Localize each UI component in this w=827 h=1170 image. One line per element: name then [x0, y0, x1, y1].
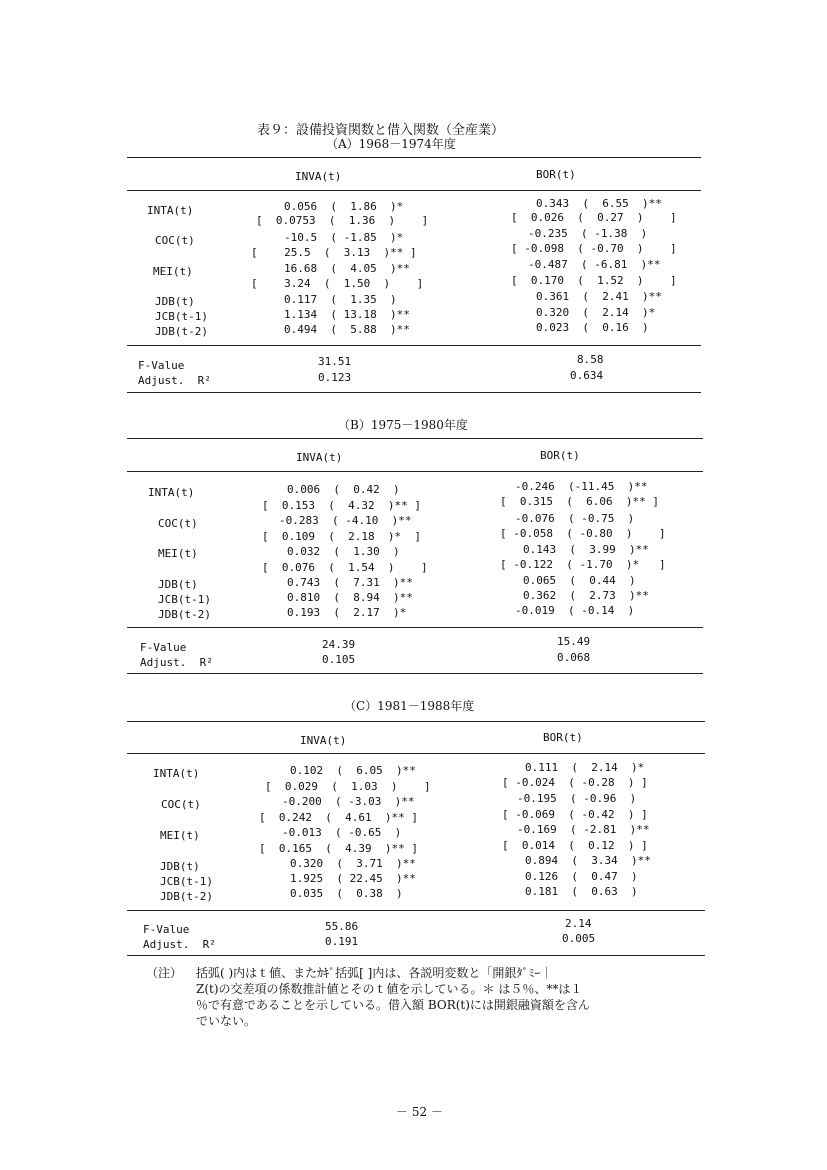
inva-cell: [ 0.242 ( 4.61 )** ] [259, 811, 418, 824]
inva-cell: [ 3.24 ( 1.50 ) ] [251, 277, 424, 290]
inva-cell: -0.283 ( -4.10 )** [279, 514, 412, 527]
bor-cell: [ -0.058 ( -0.80 ) ] [500, 527, 666, 540]
panel-subtitle: （B）1975－1980年度 [338, 418, 468, 432]
bor-cell: [ -0.122 ( -1.70 )* ] [500, 558, 666, 571]
bor-cell: -0.019 ( -0.14 ) [515, 604, 635, 617]
bor-cell: -0.487 ( -6.81 )** [528, 258, 661, 271]
row-label: MEI(t) [160, 829, 200, 842]
panel-subtitle: （A）1968－1974年度 [326, 137, 456, 151]
row-label: COC(t) [161, 798, 201, 811]
rule-header [127, 753, 705, 754]
rule-header [127, 471, 703, 472]
panel-subtitle: （C）1981－1988年度 [344, 699, 475, 713]
bor-cell: 0.362 ( 2.73 )** [523, 589, 649, 602]
adj-r2-label: Adjust. R² [143, 938, 216, 951]
row-label: COC(t) [158, 517, 198, 530]
inva-cell: [ 0.109 ( 2.18 )* ] [262, 530, 421, 543]
row-label: JDB(t) [158, 578, 198, 591]
inva-cell: [ 0.153 ( 4.32 )** ] [262, 499, 421, 512]
rule-bottom [127, 955, 705, 956]
bor-cell: 0.894 ( 3.34 )** [525, 854, 651, 867]
col-header-inva: INVA(t) [300, 734, 347, 747]
col-header-bor: BOR(t) [543, 731, 583, 744]
footnote-line: 括弧( )内はｔ値、またｶｷﾞ括弧[ ]内は、各説明変数と「開銀ﾀﾞﾐｰ｜ [196, 966, 553, 980]
rule-bottom [127, 673, 703, 674]
row-label: INTA(t) [147, 204, 194, 217]
inva-cell: -10.5 ( -1.85 )* [284, 231, 404, 244]
bor-cell: 0.320 ( 2.14 )* [536, 306, 656, 319]
inva-adj-r2: 0.123 [318, 371, 352, 384]
row-label: INTA(t) [153, 767, 200, 780]
rule-top [127, 157, 701, 158]
inva-cell: 0.035 ( 0.38 ) [290, 887, 403, 900]
row-label: JCB(t-1) [160, 875, 213, 888]
bor-f-value: 8.58 [577, 353, 604, 366]
inva-cell: [ 0.029 ( 1.03 ) ] [265, 780, 431, 793]
rule-top [127, 438, 703, 439]
row-label: JDB(t) [160, 860, 200, 873]
row-label: JDB(t) [155, 295, 195, 308]
inva-cell: [ 0.165 ( 4.39 )** ] [259, 842, 418, 855]
footnote-line: でいない。 [196, 1014, 257, 1028]
inva-f-value: 24.39 [322, 638, 356, 651]
bor-cell: 0.181 ( 0.63 ) [525, 885, 638, 898]
inva-cell: 16.68 ( 4.05 )** [284, 262, 410, 275]
bor-cell: [ -0.098 ( -0.70 ) ] [511, 242, 677, 255]
bor-cell: [ 0.170 ( 1.52 ) ] [511, 274, 677, 287]
inva-adj-r2: 0.191 [325, 935, 359, 948]
f-value-label: F-Value [143, 923, 190, 936]
inva-adj-r2: 0.105 [322, 653, 356, 666]
row-label: JDB(t-2) [160, 890, 213, 903]
bor-cell: -0.195 ( -0.96 ) [517, 792, 637, 805]
inva-cell: 0.494 ( 5.88 )** [284, 323, 410, 336]
row-label: MEI(t) [158, 547, 198, 560]
inva-cell: -0.013 ( -0.65 ) [282, 826, 402, 839]
col-header-inva: INVA(t) [296, 451, 343, 464]
bor-cell: 0.065 ( 0.44 ) [523, 574, 636, 587]
row-label: JDB(t-2) [155, 325, 208, 338]
row-label: JCB(t-1) [155, 310, 208, 323]
col-header-inva: INVA(t) [295, 170, 342, 183]
inva-cell: [ 0.0753 ( 1.36 ) ] [256, 214, 429, 227]
inva-cell: 1.134 ( 13.18 )** [284, 308, 410, 321]
footnote-line: Z(t)の交差項の係数推計値とそのｔ値を示している。＊ は５％、**は１ [196, 982, 583, 996]
inva-f-value: 31.51 [318, 355, 352, 368]
bor-cell: 0.343 ( 6.55 )** [536, 197, 662, 210]
inva-cell: 0.743 ( 7.31 )** [287, 576, 413, 589]
inva-cell: 0.193 ( 2.17 )* [287, 606, 407, 619]
footnote-line: ％で有意であることを示している。借入額 BOR(t)には開銀融資額を含ん [196, 998, 590, 1012]
rule-stats [127, 627, 703, 628]
bor-adj-r2: 0.005 [562, 932, 596, 945]
inva-cell: 0.810 ( 8.94 )** [287, 591, 413, 604]
inva-cell: 0.117 ( 1.35 ) [284, 293, 397, 306]
table-title: 表９：設備投資関数と借入関数（全産業） [257, 123, 505, 138]
col-header-bor: BOR(t) [540, 449, 580, 462]
row-label: INTA(t) [148, 486, 195, 499]
bor-cell: -0.246 (-11.45 )** [515, 480, 648, 493]
f-value-label: F-Value [138, 359, 185, 372]
inva-cell: -0.200 ( -3.03 )** [282, 795, 415, 808]
bor-cell: 0.143 ( 3.99 )** [523, 543, 649, 556]
inva-cell: 1.925 ( 22.45 )** [290, 872, 416, 885]
inva-cell: [ 0.076 ( 1.54 ) ] [262, 561, 428, 574]
rule-bottom [127, 392, 701, 393]
row-label: COC(t) [155, 234, 195, 247]
row-label: JDB(t-2) [158, 608, 211, 621]
bor-cell: 0.361 ( 2.41 )** [536, 290, 662, 303]
bor-cell: [ 0.026 ( 0.27 ) ] [511, 211, 677, 224]
adj-r2-label: Adjust. R² [140, 656, 213, 669]
inva-cell: 0.006 ( 0.42 ) [287, 483, 400, 496]
col-header-bor: BOR(t) [536, 168, 576, 181]
bor-f-value: 15.49 [557, 635, 591, 648]
bor-cell: [ -0.069 ( -0.42 ) ] [502, 808, 648, 821]
inva-cell: 0.320 ( 3.71 )** [290, 857, 416, 870]
inva-cell: [ 25.5 ( 3.13 )** ] [251, 246, 417, 259]
bor-cell: 0.111 ( 2.14 )* [525, 761, 645, 774]
bor-cell: [ -0.024 ( -0.28 ) ] [502, 776, 648, 789]
page-number: － 52 － [396, 1105, 443, 1119]
rule-header [127, 190, 701, 191]
row-label: MEI(t) [153, 265, 193, 278]
rule-stats [127, 345, 701, 346]
bor-cell: 0.126 ( 0.47 ) [525, 870, 638, 883]
inva-cell: 0.102 ( 6.05 )** [290, 764, 416, 777]
bor-cell: -0.169 ( -2.81 )** [517, 823, 650, 836]
inva-f-value: 55.86 [325, 920, 359, 933]
bor-cell: [ 0.315 ( 6.06 )** ] [500, 495, 659, 508]
bor-cell: [ 0.014 ( 0.12 ) ] [502, 839, 648, 852]
adj-r2-label: Adjust. R² [138, 374, 211, 387]
f-value-label: F-Value [140, 641, 187, 654]
footnote-label: （注） [146, 966, 183, 980]
rule-top [127, 721, 705, 722]
bor-cell: 0.023 ( 0.16 ) [536, 321, 649, 334]
inva-cell: 0.056 ( 1.86 )* [284, 200, 404, 213]
bor-f-value: 2.14 [565, 917, 592, 930]
bor-cell: -0.076 ( -0.75 ) [515, 512, 635, 525]
bor-adj-r2: 0.634 [570, 369, 604, 382]
row-label: JCB(t-1) [158, 593, 211, 606]
rule-stats [127, 910, 705, 911]
bor-cell: -0.235 ( -1.38 ) [528, 227, 648, 240]
inva-cell: 0.032 ( 1.30 ) [287, 545, 400, 558]
bor-adj-r2: 0.068 [557, 651, 591, 664]
